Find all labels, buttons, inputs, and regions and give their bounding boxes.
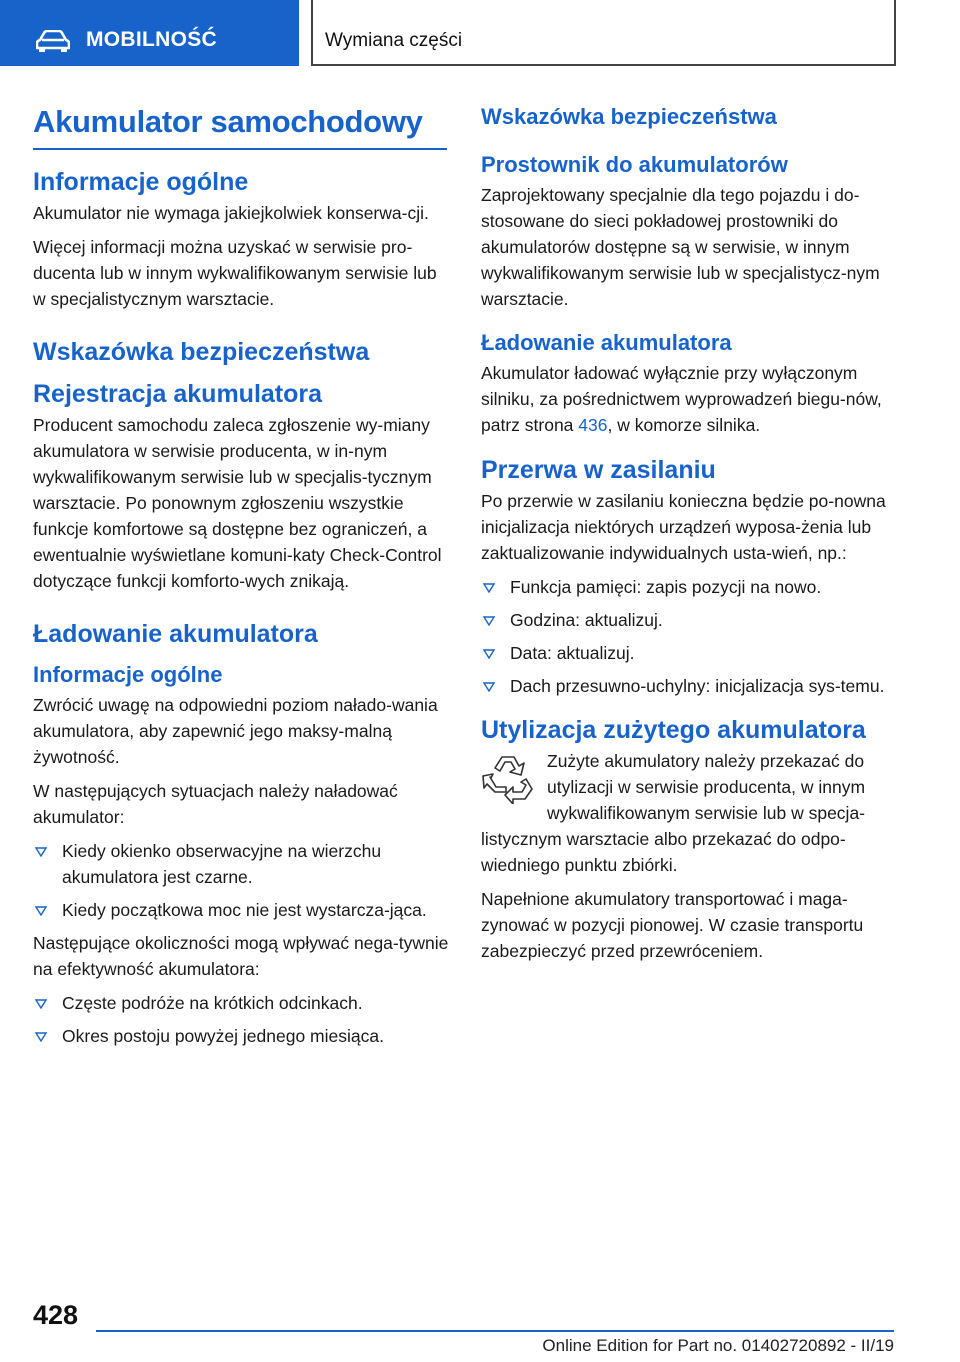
list-charging-situations: [33, 838, 449, 923]
paragraph-maintenance: Akumulator nie wymaga jakiejkolwiek konserwa-cji.: [33, 203, 429, 223]
header-section-title: MOBILNOŚĆ: [86, 28, 218, 51]
paragraph-negative-factors: Następujące okoliczności mogą wpływać nega-tywnie na efektywność akumulatora:: [33, 933, 449, 979]
heading-general-info: Informacje ogólne: [33, 168, 249, 196]
right-column: [481, 102, 897, 972]
paragraph-registration: Producent samochodu zaleca zgłoszenie wy-miany akumulatora w serwisie producenta, w in-nym wykwalifikowanym serwisie lub w specjalis-tycznym warsztacie. Po ponownym zgłoszeniu wszystkie funkcje komfortowe są dostępne bez ograniczeń, a ewentualnie wyświetlane komuni-katy Check-Control dotyczące funkcji komforto-wych znikają.: [33, 415, 442, 591]
list-item: Dach przesuwno-uchylny: inicjalizacja sys-temu.: [481, 673, 897, 699]
paragraph-disposal: Zużyte akumulatory należy przekazać do utylizacji w serwisie producenta, w innym wykwalifikowanym serwisie lub w specja- listycznym warsztacie albo przekazać do odpo-wiedniego punktu zbiórki.: [481, 751, 866, 875]
list-reinitialize: [481, 574, 897, 699]
header-subsection-title: Wymiana części: [325, 30, 463, 51]
heading-battery-disposal: Utylizacja zużytego akumulatora: [481, 716, 866, 744]
triangle-bullet-icon: [483, 616, 495, 626]
heading-safety-note-right: Wskazówka bezpieczeństwa: [481, 104, 777, 129]
heading-battery-charger: Prostownik do akumulatorów: [481, 152, 788, 177]
heading-charging-right: Ładowanie akumulatora: [481, 330, 732, 355]
paragraph-charge-level: Zwrócić uwagę na odpowiedni poziom nałado-wania akumulatora, aby zapewnić jego maksy-malną żywotność.: [33, 695, 438, 767]
triangle-bullet-icon: [35, 906, 47, 916]
list-item: Kiedy początkowa moc nie jest wystarcza-jąca.: [33, 897, 449, 923]
page-title: Akumulator samochodowy: [33, 104, 423, 139]
heading-battery-registration: Rejestracja akumulatora: [33, 380, 323, 408]
list-item: Funkcja pamięci: zapis pozycji na nowo.: [481, 574, 897, 600]
triangle-bullet-icon: [35, 847, 47, 857]
list-item: Godzina: aktualizuj.: [481, 607, 897, 633]
heading-battery-charging: Ładowanie akumulatora: [33, 620, 318, 648]
triangle-bullet-icon: [35, 1032, 47, 1042]
heading-safety-note: Wskazówka bezpieczeństwa: [33, 338, 370, 366]
list-item: Częste podróże na krótkich odcinkach.: [33, 990, 449, 1016]
header-section-bar: [0, 0, 299, 66]
triangle-bullet-icon: [483, 583, 495, 593]
footer-divider: [96, 1330, 894, 1332]
car-icon: [36, 30, 70, 52]
triangle-bullet-icon: [483, 649, 495, 659]
page-number: 428: [33, 1300, 79, 1330]
paragraph-when-to-charge: W następujących sytuacjach należy naładować akumulator:: [33, 781, 398, 827]
paragraph-power-interruption: Po przerwie w zasilaniu konieczna będzie po-nowna inicjalizacja niektórych urządzeń wyposa-żenia lub zaktualizowanie indywidualnych usta-wień, np.:: [481, 491, 886, 563]
left-column: [33, 100, 449, 1056]
heading-charging-general-info: Informacje ogólne: [33, 662, 223, 687]
triangle-bullet-icon: [483, 682, 495, 692]
footer-edition: Online Edition for Part no. 01402720892 - II/19: [542, 1336, 894, 1355]
disposal-block: [481, 748, 897, 878]
paragraph-transport: Napełnione akumulatory transportować i maga-zynować w pozycji pionowej. W czasie transportu zabezpieczyć przed przewróceniem.: [481, 889, 864, 961]
recycle-icon: [481, 750, 535, 804]
paragraph-more-info: Więcej informacji można uzyskać w serwisie pro-ducenta lub w innym wykwalifikowanym serwisie lub w specjalistycznym warsztacie.: [33, 237, 437, 309]
list-item: Data: aktualizuj.: [481, 640, 897, 666]
list-item: Okres postoju powyżej jednego miesiąca.: [33, 1023, 449, 1049]
triangle-bullet-icon: [35, 999, 47, 1009]
title-underline: [33, 148, 447, 150]
paragraph-charger: Zaprojektowany specjalnie dla tego pojazdu i do-stosowane do sieci pokładowej prostowniki do akumulatorów dostępne są w serwisie, w innym wykwalifikowanym serwisie lub w specjalistycz-nym warsztacie.: [481, 185, 880, 309]
paragraph-charging-engine-off: Akumulator ładować wyłącznie przy wyłączonym silniku, za pośrednictwem wyprowadzeń biegu-nów, patrz strona 436, w komorze silnika.: [481, 363, 882, 435]
list-negative-factors: [33, 990, 449, 1049]
page-link-436[interactable]: 436: [578, 415, 608, 435]
list-item: Kiedy okienko obserwacyjne na wierzchu akumulatora jest czarne.: [33, 838, 449, 890]
heading-power-interruption: Przerwa w zasilaniu: [481, 456, 716, 484]
